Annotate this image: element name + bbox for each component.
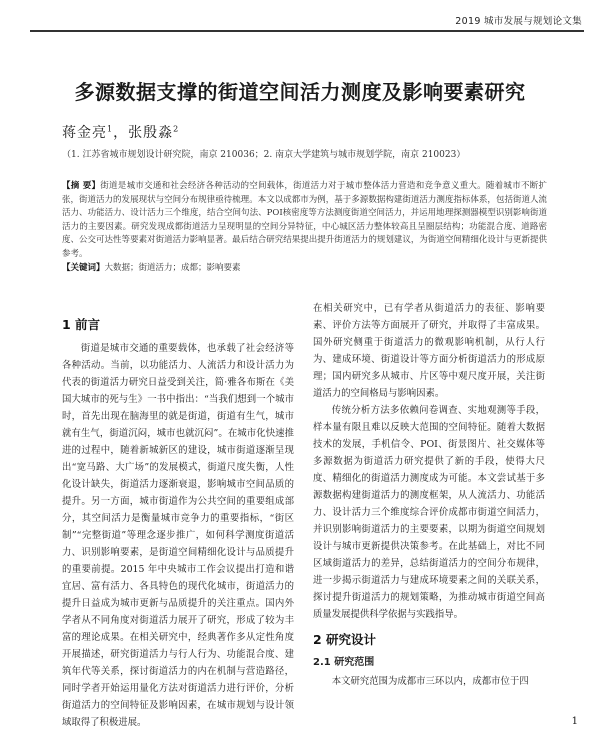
abstract-text: 街道是城市交通和社会经济各种活动的空间载体，街道活力对于城市整体活力营造和竞争意义重大。随着城市不断扩张，街道活力的发展现状与空间分布规律亟待梳理。本文以成都市为例，基于多源数据构建街道活力测度指标体系，包括街道人流活力、功能活力、设计活力三个维度，结合空间句法、POI核密度等方法测度街道空间活力，并运用地理探测器模型识别影响街道活力的主要因素。研究发现成都街道活力呈现明显的空间分异特征，中心城区活力整体较高且呈圈层结构；功能混合度、道路密度、公交可达性等要素对街道活力影响显著。最后结合研究结果提出提升街道活力的规划建议，为街道空间精细化设计与更新提供参考。	[62, 181, 547, 259]
author-1-sup: 1	[107, 124, 114, 134]
author-2-sup: 2	[173, 124, 180, 134]
right-column	[313, 300, 545, 690]
paragraph: 街道是城市交通的重要载体，也承载了社会经济等各种活动。当前，以功能活力、人流活力和设计活力为代表的街道活力研究日益受到关注，简·雅各布斯在《美国大城市的死与生》一书中指出：“当我们想到一个城市时，首先出现在脑海里的就是街道，街道有生气，城市就有生气，街道沉闷，城市也就沉闷”。在城市化快速推进的过程中，随着新城新区的建设，城市街道逐渐呈现出“宽马路、大广场”的发展模式，街道尺度失衡，人性化设计缺失，街道活力逐渐衰退，影响城市空间品质的提升。另一方面，城市街道作为公共空间的重要组成部分，其空间活力是衡量城市竞争力的重要指标，“街区制”“完整街道”等理念逐步推广，如何科学测度街道活力、识别影响要素，是街道空间精细化设计与品质提升的重要前提。2015 年中央城市工作会议提出打造和谐宜居、富有活力、各具特色的现代化城市，街道活力的提升日益成为城市更新与品质提升的关注重点。国内外学者从不同角度对街道活力展开了研究，形成了较为丰富的理论成果。在相关研究中，经典著作多从定性角度开展描述，研究街道活力与行人行为、功能混合度、建筑年代等关系，探讨街道活力的内在机制与营造路径，同时学者开始运用量化方法对街道活力进行评价，分析街道活力的空间特征及影响因素，在城市规划与设计领域取得了积极进展。	[62, 343, 294, 728]
keywords-label: 【关键词】	[62, 262, 105, 273]
affiliation: （1. 江苏省城市规划设计研究院，南京 210036；2. 南京大学建筑与城市规划学院，南京 210023）	[62, 150, 466, 160]
author-separator: ，	[113, 125, 129, 141]
journal-name: 2019 城市发展与规划论文集	[455, 16, 582, 27]
authors	[62, 122, 179, 142]
page-number: 1	[571, 716, 578, 727]
paragraph: 传统分析方法多依赖问卷调查、实地观测等手段，样本量有限且难以反映大范围的空间特征。随着大数据技术的发展，手机信令、POI、街景图片、社交媒体等多源数据为街道活力研究提供了新的手段，使得大尺度、精细化的街道活力测度成为可能。本文尝试基于多源数据构建街道活力的测度框架，从人流活力、功能活力、设计活力三个维度综合评价成都市街道空间活力，并识别影响街道活力的主要要素，以期为街道空间规划设计与城市更新提供决策参考。在此基础上，对比不同区域街道活力的差异，总结街道活力的空间分布规律，进一步揭示街道活力与建成环境要素之间的关联关系，探讨提升街道活力的规划策略，为推动城市街道空间高质量发展提供科学依据与实践指导。	[313, 405, 545, 620]
abstract-block	[62, 180, 547, 275]
keywords-line	[62, 262, 547, 276]
abstract-body	[62, 180, 547, 262]
keywords-text: 大数据；街道活力；成都；影响要素	[104, 262, 241, 273]
paragraph: 本文研究范围为成都市三环以内，成都市位于四	[331, 676, 529, 687]
header-rule	[30, 30, 584, 32]
paragraph: 在相关研究中，已有学者从街道活力的表征、影响要素、评价方法等方面展开了研究，并取得了丰富成果。国外研究侧重于街道活力的微观影响机制，从行人行为、建成环境、街道设计等方面分析街道活力的形成原理；国内研究多从城市、片区等中观尺度开展，关注街道活力的空间格局与影响因素。	[313, 303, 545, 399]
left-column	[62, 316, 294, 731]
section-2-heading: 2 研究设计	[313, 632, 377, 647]
abstract-label: 【摘 要】	[62, 181, 101, 191]
author-2: 张殷淼	[128, 125, 174, 141]
paper-title: 多源数据支撑的街道空间活力测度及影响要素研究	[74, 80, 526, 104]
section-1-heading: 1 前言	[62, 317, 101, 332]
page-header	[0, 0, 600, 38]
subsection-2-1-heading: 2.1 研究范围	[313, 657, 375, 668]
author-1: 蒋金亮	[62, 125, 107, 141]
